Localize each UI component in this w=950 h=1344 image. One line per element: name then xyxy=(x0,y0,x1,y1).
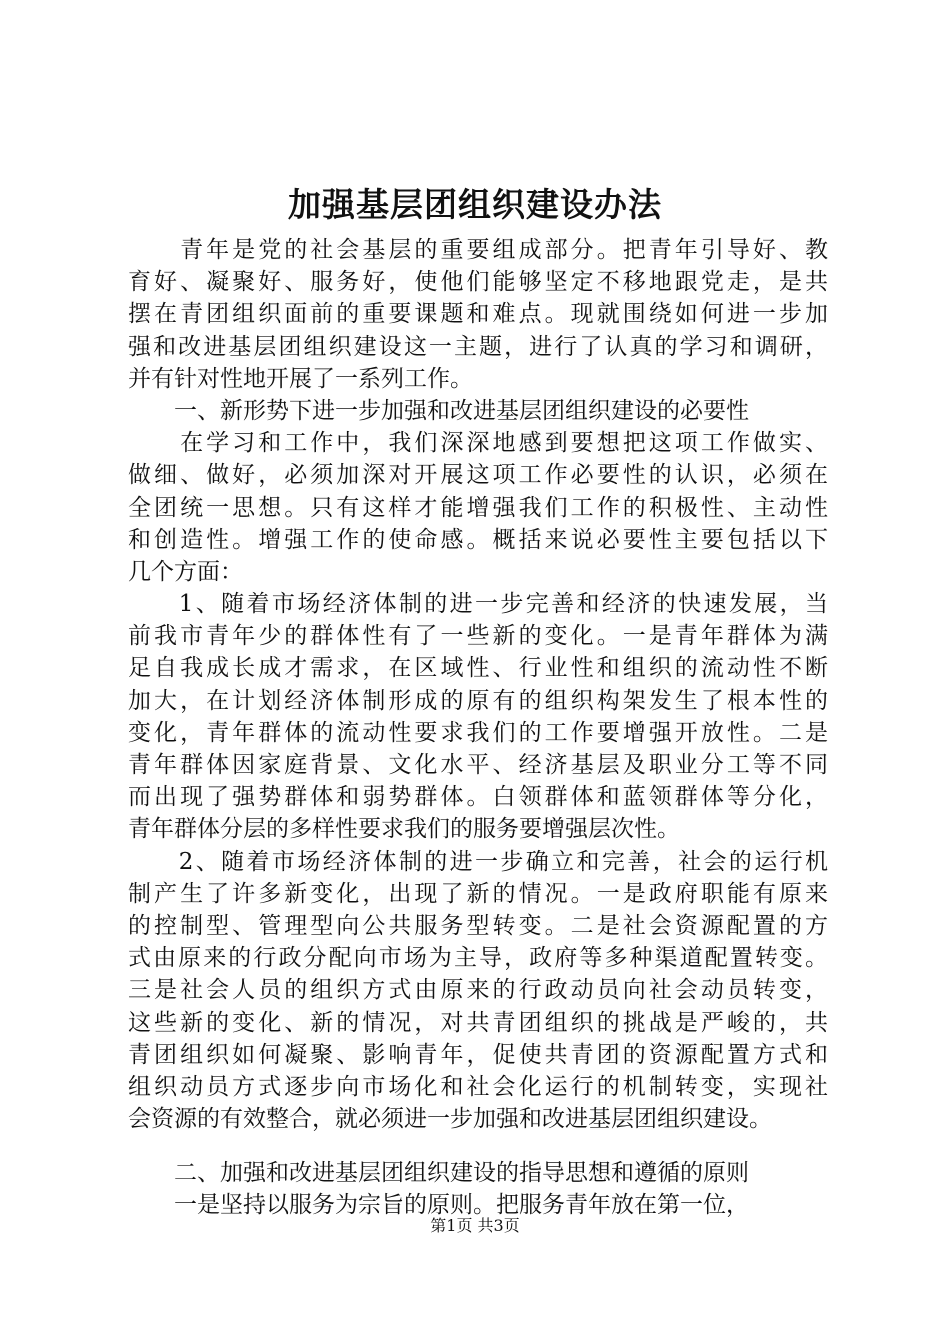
body-line: 会资源的有效整合，就必须进一步加强和改进基层团组织建设。 xyxy=(128,1106,772,1133)
body-line: 足自我成长成才需求，在区域性、行业性和组织的流动性不断 xyxy=(128,655,828,682)
body-line: 这些新的变化、新的情况，对共青团组织的挑战是严峻的，共 xyxy=(128,1009,828,1036)
body-line: 的控制型、管理型向公共服务型转变。二是社会资源配置的方 xyxy=(128,912,828,939)
paragraph-gap xyxy=(128,1135,828,1157)
page-number: 第1页 共3页 xyxy=(430,1216,520,1235)
body-line: 制产生了许多新变化，出现了新的情况。一是政府职能有原来 xyxy=(128,880,828,907)
body-line: 青年群体分层的多样性要求我们的服务要增强层次性。 xyxy=(128,816,680,843)
body-line: 前我市青年少的群体性有了一些新的变化。一是青年群体为满 xyxy=(128,623,828,650)
body-line: 一是坚持以服务为宗旨的原则。把服务青年放在第一位， xyxy=(128,1192,749,1219)
body-line: 加大，在计划经济体制形成的原有的组织构架发生了根本性的 xyxy=(128,687,828,714)
body-line: 式由原来的行政分配向市场为主导，政府等多种渠道配置转变。 xyxy=(128,945,828,972)
body-line: 变化，青年群体的流动性要求我们的工作要增强开放性。二是 xyxy=(128,719,828,746)
body-line: 强和改进基层团组织建设这一主题，进行了认真的学习和调研， xyxy=(128,333,828,360)
body-line: 在学习和工作中，我们深深地感到要想把这项工作做实、 xyxy=(128,430,828,457)
body-line: 三是社会人员的组织方式由原来的行政动员向社会动员转变， xyxy=(128,977,828,1004)
body-line: 青年是党的社会基层的重要组成部分。把青年引导好、教 xyxy=(128,237,828,263)
body-line: 做细、做好，必须加深对开展这项工作必要性的认识，必须在 xyxy=(128,462,828,489)
body-line: 2、随着市场经济体制的进一步确立和完善，社会的运行机 xyxy=(128,848,828,875)
body-line: 并有针对性地开展了一系列工作。 xyxy=(128,365,473,392)
body-line: 和创造性。增强工作的使命感。概括来说必要性主要包括以下 xyxy=(128,526,828,553)
body-line: 青年群体因家庭背景、文化水平、经济基层及职业分工等不同 xyxy=(128,752,828,778)
body-line: 几个方面： xyxy=(128,558,243,585)
document-title: 加强基层团组织建设办法 xyxy=(288,185,662,224)
body-line: 全团统一思想。只有这样才能增强我们工作的积极性、主动性 xyxy=(128,494,828,521)
body-line: 青团组织如何凝聚、影响青年，促使共青团的资源配置方式和 xyxy=(128,1041,828,1068)
body-line: 育好、凝聚好、服务好，使他们能够坚定不移地跟党走，是共 xyxy=(128,269,828,296)
body-line: 而出现了强势群体和弱势群体。白领群体和蓝领群体等分化， xyxy=(128,784,828,811)
document-body xyxy=(128,234,828,1222)
section-heading: 二、加强和改进基层团组织建设的指导思想和遵循的原则 xyxy=(128,1160,749,1187)
body-line: 1、随着市场经济体制的进一步完善和经济的快速发展，当 xyxy=(128,591,828,618)
body-line: 组织动员方式逐步向市场化和社会化运行的机制转变，实现社 xyxy=(128,1073,828,1100)
section-heading: 一、新形势下进一步加强和改进基层团组织建设的必要性 xyxy=(128,397,749,424)
body-line: 摆在青团组织面前的重要课题和难点。现就围绕如何进一步加 xyxy=(128,301,828,328)
